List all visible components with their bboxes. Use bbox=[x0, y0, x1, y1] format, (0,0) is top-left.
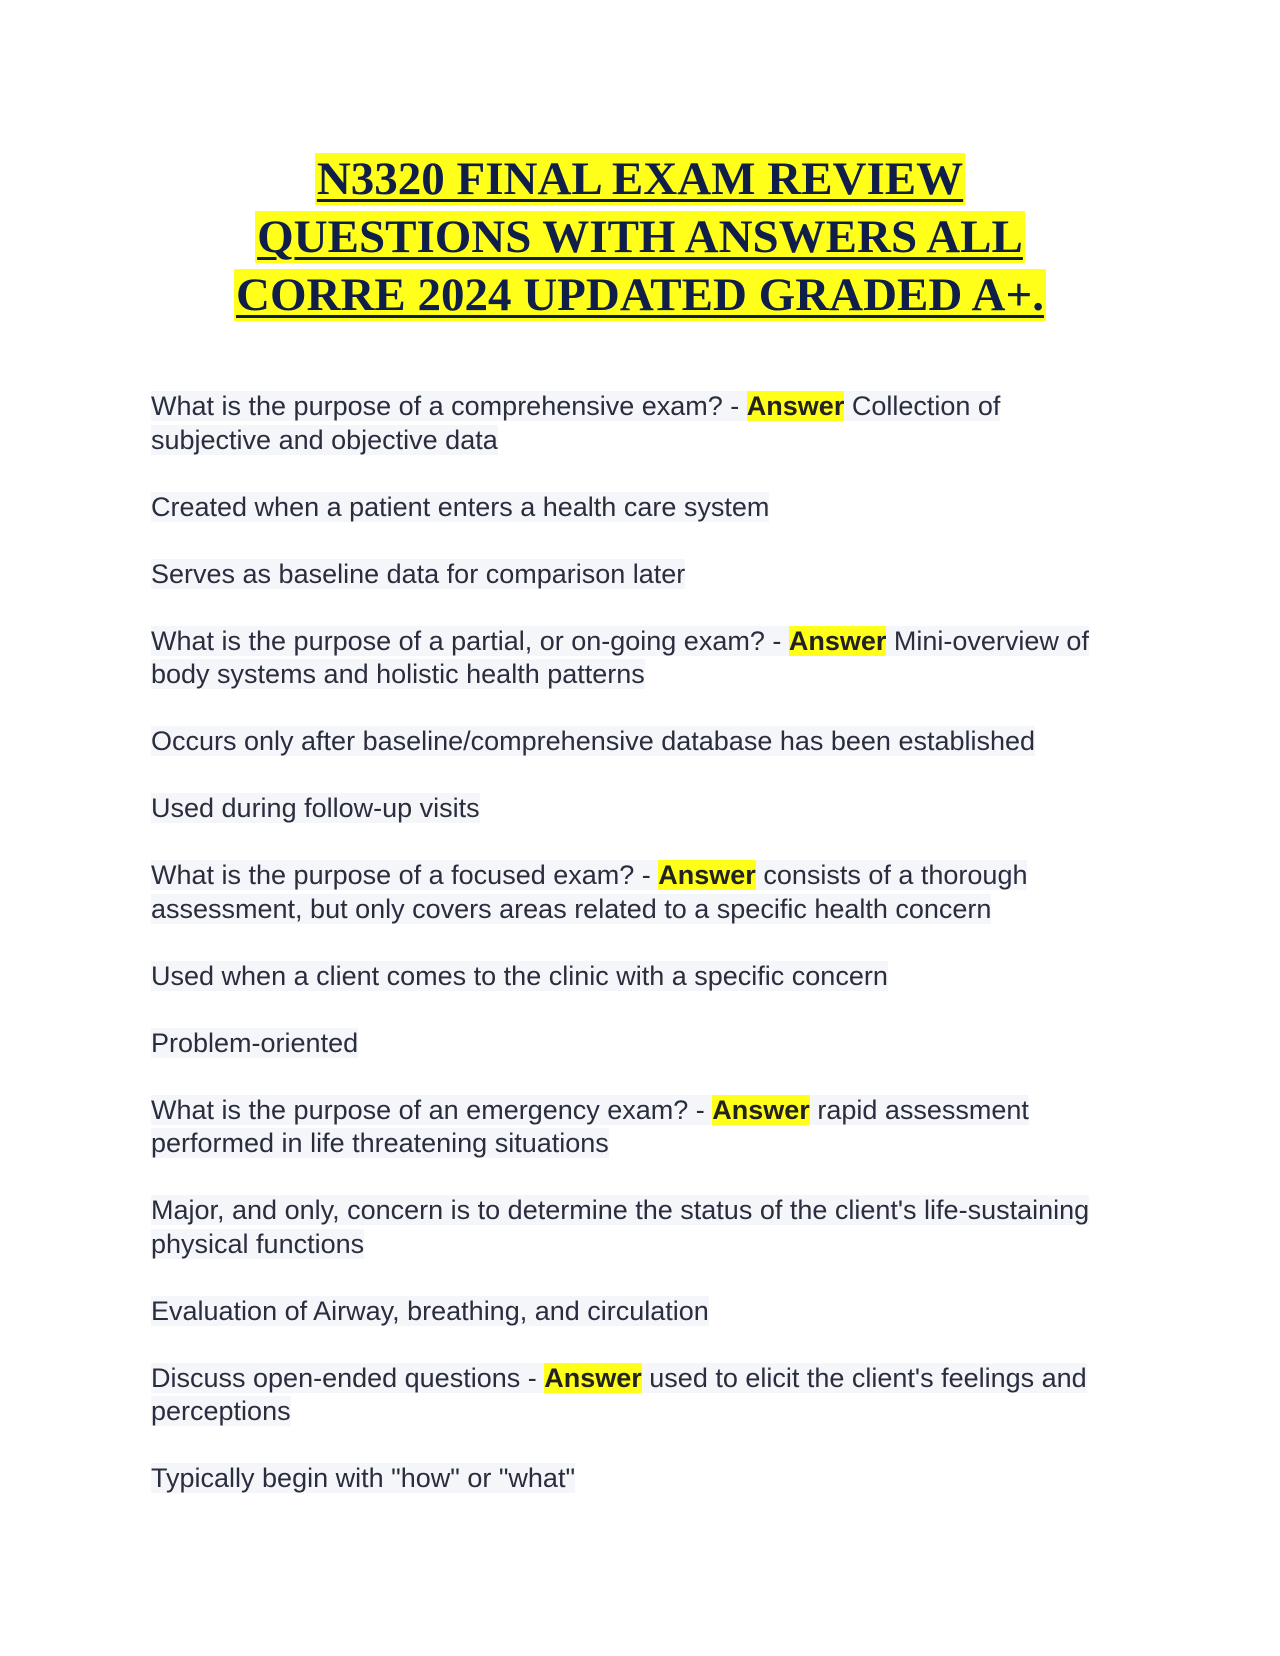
answer-label: Answer bbox=[712, 1094, 810, 1125]
answer-label: Answer bbox=[544, 1362, 642, 1393]
note-paragraph bbox=[151, 1194, 1121, 1261]
note-paragraph bbox=[151, 792, 1121, 826]
note-text: Serves as baseline data for comparison later bbox=[151, 558, 686, 589]
note-text: Created when a patient enters a health care system bbox=[151, 491, 770, 522]
question-paragraph bbox=[151, 1362, 1121, 1429]
question-paragraph bbox=[151, 859, 1121, 926]
note-paragraph bbox=[151, 1295, 1121, 1329]
question-paragraph bbox=[151, 625, 1121, 692]
question-text: What is the purpose of an emergency exam? - bbox=[151, 1094, 713, 1125]
answer-text: consists of a thorough assessment, but only covers areas related to a specific health concern bbox=[151, 860, 1028, 924]
note-text: Typically begin with "how" or "what" bbox=[151, 1463, 576, 1493]
answer-text: Collection of subjective and objective data bbox=[151, 391, 1001, 455]
note-paragraph bbox=[151, 558, 1121, 592]
document-title bbox=[150, 150, 1130, 324]
answer-label: Answer bbox=[746, 391, 845, 421]
question-text: What is the purpose of a comprehensive exam? - bbox=[151, 391, 747, 421]
question-text: Discuss open-ended questions - bbox=[151, 1362, 545, 1393]
note-paragraph bbox=[151, 1027, 1121, 1061]
question-paragraph bbox=[151, 1094, 1121, 1161]
question-text: What is the purpose of a focused exam? - bbox=[151, 860, 659, 890]
answer-text: rapid assessment performed in life threatening situations bbox=[151, 1094, 1029, 1158]
title-line: CORRE 2024 UPDATED GRADED A+. bbox=[236, 269, 1044, 321]
answer-label: Answer bbox=[658, 860, 756, 890]
note-paragraph bbox=[151, 725, 1121, 759]
answer-text: used to elicit the client's feelings and perceptions bbox=[151, 1362, 1087, 1426]
note-text: Occurs only after baseline/comprehensive database has been established bbox=[151, 726, 1036, 756]
title-line: N3320 FINAL EXAM REVIEW bbox=[316, 153, 964, 205]
question-paragraph bbox=[151, 390, 1121, 457]
answer-label: Answer bbox=[788, 625, 887, 656]
document-body bbox=[151, 390, 1121, 1496]
note-text: Problem-oriented bbox=[151, 1027, 359, 1058]
note-paragraph bbox=[151, 491, 1121, 525]
note-text: Used during follow-up visits bbox=[151, 793, 480, 823]
note-paragraph bbox=[151, 960, 1121, 994]
title-line: QUESTIONS WITH ANSWERS ALL bbox=[257, 211, 1023, 263]
question-text: What is the purpose of a partial, or on-going exam? - bbox=[151, 625, 789, 656]
note-text: Major, and only, concern is to determine the status of the client's life-sustaining physical functions bbox=[151, 1195, 1090, 1259]
note-text: Evaluation of Airway, breathing, and circulation bbox=[151, 1295, 709, 1326]
answer-text: Mini-overview of body systems and holistic health patterns bbox=[151, 625, 1089, 689]
note-text: Used when a client comes to the clinic with a specific concern bbox=[151, 960, 888, 991]
note-paragraph bbox=[151, 1462, 1121, 1496]
